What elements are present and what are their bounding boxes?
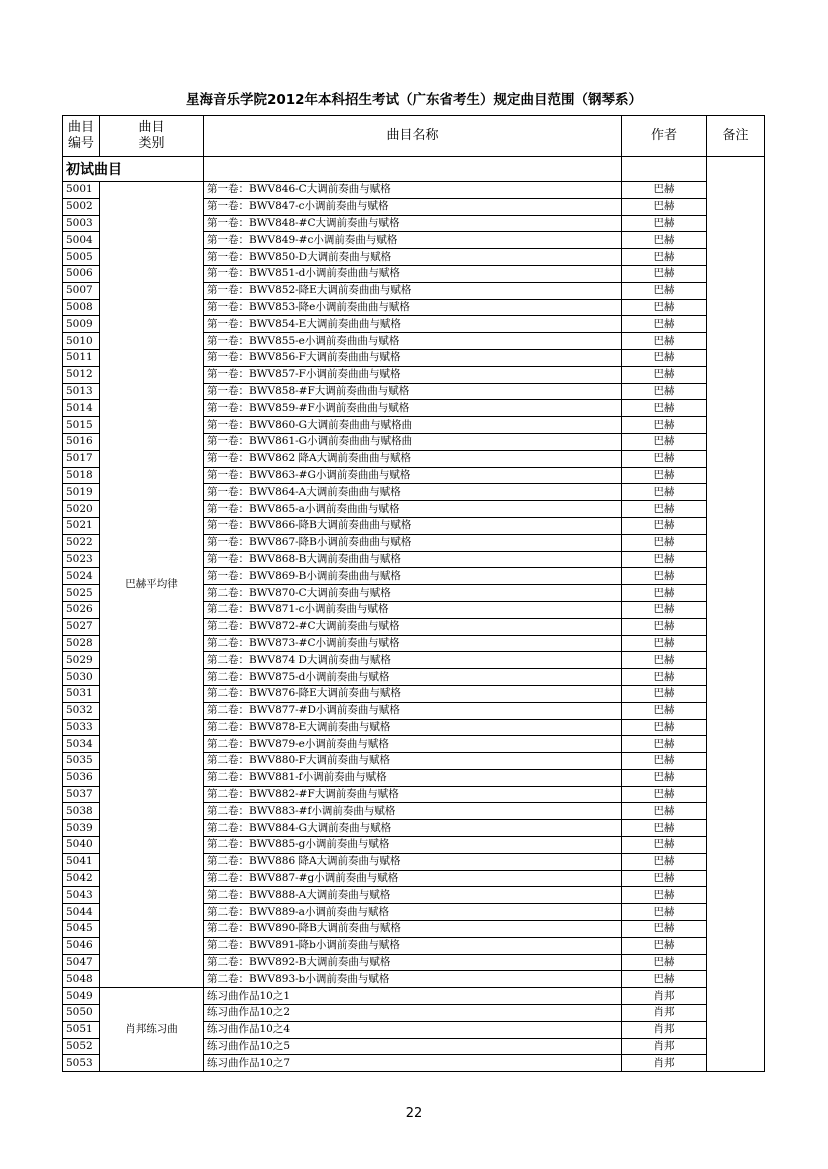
piece-composer: 巴赫 — [622, 484, 707, 501]
piece-number: 5006 — [63, 265, 100, 282]
piece-name: 第一卷：BWV847-c小调前奏曲与赋格 — [204, 198, 622, 215]
piece-name: 第二卷：BWV878-E大调前奏曲与赋格 — [204, 719, 622, 736]
piece-composer: 巴赫 — [622, 467, 707, 484]
piece-composer: 巴赫 — [622, 803, 707, 820]
piece-name: 第二卷：BWV884-G大调前奏曲与赋格 — [204, 820, 622, 837]
piece-number: 5050 — [63, 1005, 100, 1022]
piece-name: 第一卷：BWV859-#F小调前奏曲曲与赋格 — [204, 400, 622, 417]
piece-number: 5011 — [63, 349, 100, 366]
piece-number: 5010 — [63, 333, 100, 350]
piece-composer: 巴赫 — [622, 601, 707, 618]
piece-composer: 巴赫 — [622, 669, 707, 686]
piece-name: 第一卷：BWV865-a小调前奏曲曲与赋格 — [204, 501, 622, 518]
piece-composer: 巴赫 — [622, 853, 707, 870]
piece-composer: 巴赫 — [622, 635, 707, 652]
piece-composer: 巴赫 — [622, 366, 707, 383]
piece-composer: 巴赫 — [622, 736, 707, 753]
piece-number: 5034 — [63, 736, 100, 753]
piece-number: 5053 — [63, 1055, 100, 1072]
piece-composer: 巴赫 — [622, 652, 707, 669]
piece-composer: 巴赫 — [622, 232, 707, 249]
piece-number: 5039 — [63, 820, 100, 837]
piece-name: 第一卷：BWV855-e小调前奏曲曲与赋格 — [204, 333, 622, 350]
piece-number: 5020 — [63, 501, 100, 518]
piece-number: 5013 — [63, 383, 100, 400]
piece-composer: 肖邦 — [622, 1005, 707, 1022]
piece-name: 第一卷：BWV852-降E大调前奏曲曲与赋格 — [204, 282, 622, 299]
piece-composer: 巴赫 — [622, 517, 707, 534]
piece-name: 第一卷：BWV850-D大调前奏曲与赋格 — [204, 249, 622, 266]
piece-number: 5023 — [63, 551, 100, 568]
header-composer: 作者 — [622, 116, 707, 157]
category-cell: 巴赫平均律 — [100, 182, 204, 988]
piece-name: 练习曲作品10之5 — [204, 1038, 622, 1055]
category-cell: 肖邦练习曲 — [100, 988, 204, 1072]
piece-composer: 巴赫 — [622, 333, 707, 350]
piece-number: 5042 — [63, 870, 100, 887]
piece-composer: 巴赫 — [622, 299, 707, 316]
piece-name: 第二卷：BWV892-B大调前奏曲与赋格 — [204, 954, 622, 971]
piece-name: 练习曲作品10之2 — [204, 1005, 622, 1022]
piece-name: 练习曲作品10之7 — [204, 1055, 622, 1072]
piece-name: 第二卷：BWV877-#D小调前奏曲与赋格 — [204, 702, 622, 719]
piece-name: 第二卷：BWV872-#C大调前奏曲与赋格 — [204, 618, 622, 635]
piece-name: 第一卷：BWV866-降B大调前奏曲曲与赋格 — [204, 517, 622, 534]
piece-name: 第一卷：BWV849-#c小调前奏曲与赋格 — [204, 232, 622, 249]
piece-composer: 巴赫 — [622, 282, 707, 299]
piece-composer: 巴赫 — [622, 383, 707, 400]
piece-name: 第一卷：BWV846-C大调前奏曲与赋格 — [204, 182, 622, 199]
piece-number: 5002 — [63, 198, 100, 215]
piece-number: 5051 — [63, 1021, 100, 1038]
section-empty-composer — [622, 157, 707, 182]
piece-number: 5015 — [63, 417, 100, 434]
piece-name: 第二卷：BWV874 D大调前奏曲与赋格 — [204, 652, 622, 669]
piece-name: 第一卷：BWV858-#F大调前奏曲曲与赋格 — [204, 383, 622, 400]
piece-number: 5035 — [63, 753, 100, 770]
piece-name: 第二卷：BWV891-降b小调前奏曲与赋格 — [204, 937, 622, 954]
table-row — [63, 182, 765, 199]
piece-name: 第一卷：BWV848-#C大调前奏曲与赋格 — [204, 215, 622, 232]
page-number: 22 — [405, 1106, 423, 1121]
page-title: 星海音乐学院2012年本科招生考试（广东省考生）规定曲目范围（钢琴系） — [185, 92, 643, 108]
piece-name: 第一卷：BWV863-#G小调前奏曲曲与赋格 — [204, 467, 622, 484]
piece-number: 5036 — [63, 769, 100, 786]
piece-name: 第一卷：BWV854-E大调前奏曲曲与赋格 — [204, 316, 622, 333]
piece-number: 5033 — [63, 719, 100, 736]
piece-composer: 巴赫 — [622, 702, 707, 719]
piece-number: 5047 — [63, 954, 100, 971]
piece-name: 第一卷：BWV868-B大调前奏曲曲与赋格 — [204, 551, 622, 568]
piece-number: 5021 — [63, 517, 100, 534]
piece-composer: 巴赫 — [622, 349, 707, 366]
piece-number: 5003 — [63, 215, 100, 232]
piece-number: 5045 — [63, 921, 100, 938]
piece-composer: 巴赫 — [622, 182, 707, 199]
piece-number: 5043 — [63, 887, 100, 904]
piece-number: 5025 — [63, 585, 100, 602]
header-number-line2: 编号 — [67, 136, 94, 151]
piece-name: 第二卷：BWV879-e小调前奏曲与赋格 — [204, 736, 622, 753]
piece-number: 5008 — [63, 299, 100, 316]
piece-name: 第二卷：BWV870-C大调前奏曲与赋格 — [204, 585, 622, 602]
piece-number: 5027 — [63, 618, 100, 635]
piece-name: 第二卷：BWV889-a小调前奏曲与赋格 — [204, 904, 622, 921]
piece-name: 第二卷：BWV873-#C小调前奏曲与赋格 — [204, 635, 622, 652]
piece-name: 第一卷：BWV853-降e小调前奏曲曲与赋格 — [204, 299, 622, 316]
remark-cell — [707, 157, 765, 1072]
piece-number: 5041 — [63, 853, 100, 870]
piece-composer: 巴赫 — [622, 685, 707, 702]
piece-number: 5049 — [63, 988, 100, 1005]
piece-name: 第二卷：BWV887-#g小调前奏曲与赋格 — [204, 870, 622, 887]
piece-number: 5029 — [63, 652, 100, 669]
piece-name: 第二卷：BWV888-A大调前奏曲与赋格 — [204, 887, 622, 904]
piece-composer: 巴赫 — [622, 786, 707, 803]
piece-number: 5052 — [63, 1038, 100, 1055]
piece-composer: 巴赫 — [622, 937, 707, 954]
piece-number: 5009 — [63, 316, 100, 333]
piece-composer: 巴赫 — [622, 551, 707, 568]
piece-composer: 巴赫 — [622, 904, 707, 921]
piece-number: 5024 — [63, 568, 100, 585]
piece-composer: 巴赫 — [622, 870, 707, 887]
piece-composer: 巴赫 — [622, 837, 707, 854]
piece-composer: 肖邦 — [622, 988, 707, 1005]
header-number-line1: 曲目 — [67, 120, 94, 135]
piece-composer: 巴赫 — [622, 400, 707, 417]
piece-number: 5048 — [63, 971, 100, 988]
piece-composer: 肖邦 — [622, 1055, 707, 1072]
piece-name: 第二卷：BWV882-#F大调前奏曲与赋格 — [204, 786, 622, 803]
section-label: 初试曲目 — [63, 157, 204, 182]
piece-name: 第二卷：BWV886 降A大调前奏曲与赋格 — [204, 853, 622, 870]
piece-name: 第二卷：BWV876-降E大调前奏曲与赋格 — [204, 685, 622, 702]
header-number — [63, 116, 100, 157]
piece-number: 5026 — [63, 601, 100, 618]
piece-number: 5046 — [63, 937, 100, 954]
piece-name: 第二卷：BWV880-F大调前奏曲与赋格 — [204, 753, 622, 770]
piece-name: 第二卷：BWV893-b小调前奏曲与赋格 — [204, 971, 622, 988]
piece-name: 第二卷：BWV875-d小调前奏曲与赋格 — [204, 669, 622, 686]
piece-name: 第一卷：BWV856-F大调前奏曲曲与赋格 — [204, 349, 622, 366]
section-empty-name — [204, 157, 622, 182]
piece-number: 5031 — [63, 685, 100, 702]
piece-number: 5014 — [63, 400, 100, 417]
header-category — [100, 116, 204, 157]
piece-number: 5030 — [63, 669, 100, 686]
piece-composer: 巴赫 — [622, 719, 707, 736]
piece-name: 第二卷：BWV881-f小调前奏曲与赋格 — [204, 769, 622, 786]
piece-composer: 巴赫 — [622, 618, 707, 635]
piece-number: 5005 — [63, 249, 100, 266]
piece-composer: 巴赫 — [622, 954, 707, 971]
piece-composer: 巴赫 — [622, 215, 707, 232]
piece-composer: 巴赫 — [622, 820, 707, 837]
piece-name: 第一卷：BWV862 降A大调前奏曲曲与赋格 — [204, 450, 622, 467]
piece-name: 第二卷：BWV890-降B大调前奏曲与赋格 — [204, 921, 622, 938]
piece-number: 5037 — [63, 786, 100, 803]
piece-composer: 巴赫 — [622, 433, 707, 450]
piece-composer: 肖邦 — [622, 1038, 707, 1055]
piece-number: 5012 — [63, 366, 100, 383]
piece-number: 5017 — [63, 450, 100, 467]
piece-number: 5018 — [63, 467, 100, 484]
piece-name: 第一卷：BWV861-G小调前奏曲曲与赋格曲 — [204, 433, 622, 450]
piece-composer: 巴赫 — [622, 887, 707, 904]
piece-composer: 巴赫 — [622, 265, 707, 282]
table-row — [63, 988, 765, 1005]
piece-name: 练习曲作品10之1 — [204, 988, 622, 1005]
piece-number: 5022 — [63, 534, 100, 551]
piece-number: 5019 — [63, 484, 100, 501]
piece-composer: 巴赫 — [622, 450, 707, 467]
piece-name: 第二卷：BWV871-c小调前奏曲与赋格 — [204, 601, 622, 618]
piece-number: 5038 — [63, 803, 100, 820]
header-piece-name: 曲目名称 — [204, 116, 622, 157]
piece-number: 5016 — [63, 433, 100, 450]
piece-name: 第一卷：BWV851-d小调前奏曲曲与赋格 — [204, 265, 622, 282]
repertoire-table — [62, 115, 765, 1072]
header-category-line2: 类别 — [138, 136, 165, 151]
piece-number: 5040 — [63, 837, 100, 854]
piece-composer: 巴赫 — [622, 198, 707, 215]
piece-name: 第一卷：BWV860-G大调前奏曲曲与赋格曲 — [204, 417, 622, 434]
piece-composer: 巴赫 — [622, 568, 707, 585]
piece-composer: 巴赫 — [622, 417, 707, 434]
piece-number: 5001 — [63, 182, 100, 199]
piece-composer: 巴赫 — [622, 585, 707, 602]
piece-name: 第一卷：BWV857-F小调前奏曲曲与赋格 — [204, 366, 622, 383]
piece-composer: 巴赫 — [622, 769, 707, 786]
piece-composer: 巴赫 — [622, 501, 707, 518]
piece-number: 5028 — [63, 635, 100, 652]
table-header-row — [63, 116, 765, 157]
piece-composer: 巴赫 — [622, 971, 707, 988]
header-category-line1: 曲目 — [138, 120, 165, 135]
piece-composer: 肖邦 — [622, 1021, 707, 1038]
piece-name: 第二卷：BWV885-g小调前奏曲与赋格 — [204, 837, 622, 854]
piece-number: 5044 — [63, 904, 100, 921]
piece-name: 练习曲作品10之4 — [204, 1021, 622, 1038]
piece-composer: 巴赫 — [622, 316, 707, 333]
piece-number: 5007 — [63, 282, 100, 299]
piece-name: 第一卷：BWV864-A大调前奏曲曲与赋格 — [204, 484, 622, 501]
piece-number: 5004 — [63, 232, 100, 249]
piece-name: 第一卷：BWV869-B小调前奏曲曲与赋格 — [204, 568, 622, 585]
piece-number: 5032 — [63, 702, 100, 719]
piece-composer: 巴赫 — [622, 534, 707, 551]
piece-name: 第二卷：BWV883-#f小调前奏曲与赋格 — [204, 803, 622, 820]
header-remark: 备注 — [707, 116, 765, 157]
piece-composer: 巴赫 — [622, 249, 707, 266]
section-row — [63, 157, 765, 182]
repertoire-table-body — [63, 116, 765, 1072]
piece-name: 第一卷：BWV867-降B小调前奏曲曲与赋格 — [204, 534, 622, 551]
piece-composer: 巴赫 — [622, 753, 707, 770]
piece-composer: 巴赫 — [622, 921, 707, 938]
